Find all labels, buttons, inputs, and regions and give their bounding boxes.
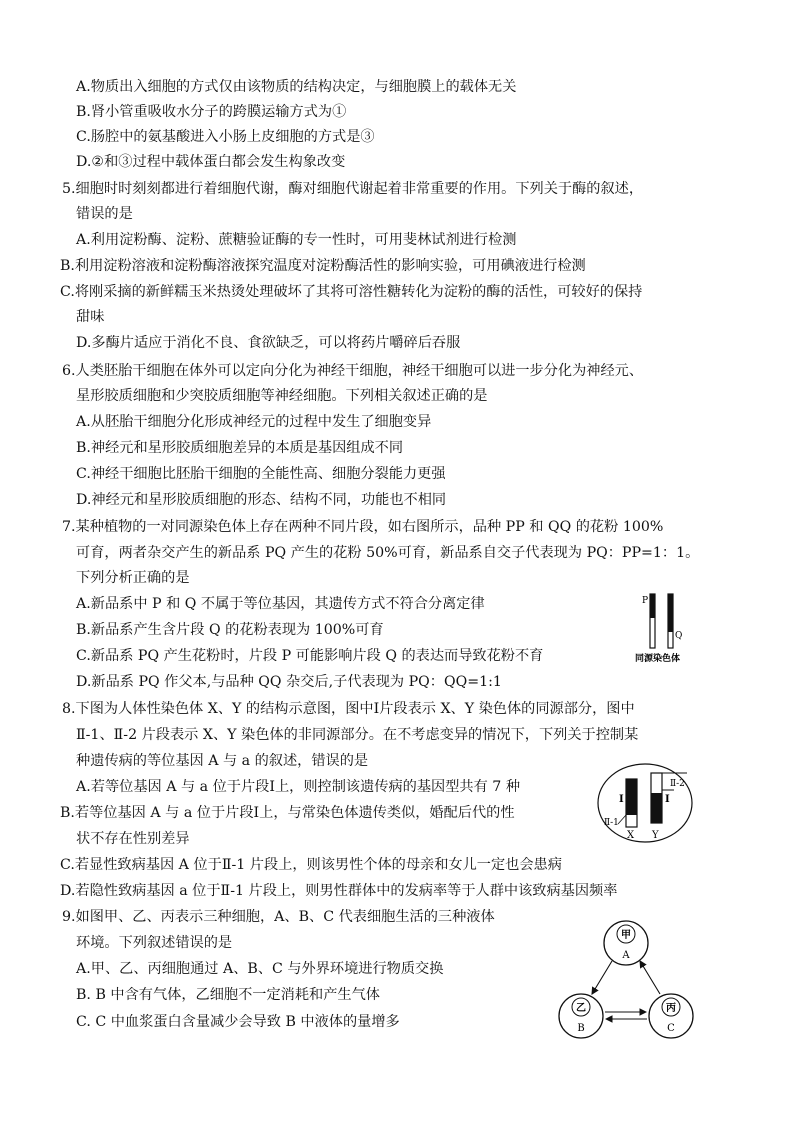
q8-option-a: A.若等位基因 A 与 a 位于片段Ⅰ上，则控制该遗传病的基因型共有 7 种 <box>76 779 521 795</box>
q6-stem-line1: 6.人类胚胎干细胞在体外可以定向分化为神经干细胞，神经干细胞可以进一步分化为神经元、 <box>62 363 644 379</box>
q6-option-a: A.从胚胎干细胞分化形成神经元的过程中发生了细胞变异 <box>76 414 432 430</box>
q5-stem-line2: 错误的是 <box>76 206 133 222</box>
q7-stem-line1: 7.某种植物的一对同源染色体上存在两种不同片段，如右图所示，品种 PP 和 QQ 的花粉 100% <box>62 519 664 535</box>
q4-option-a: A.物质出入细胞的方式仅由该物质的结构决定，与细胞膜上的载体无关 <box>76 79 517 95</box>
cell-bing-label: 丙 <box>666 1003 676 1014</box>
q4-option-c: C.肠腔中的氨基酸进入小肠上皮细胞的方式是③ <box>76 129 375 145</box>
arrow-c-to-a <box>640 961 660 994</box>
q9-option-b: B. B 中含有气体，乙细胞不一定消耗和产生气体 <box>76 987 380 1003</box>
label-x: X <box>627 830 635 841</box>
q7-stem-line2: 可育，两者杂交产生的新品系 PQ 产生的花粉 50%可育，新品系自交子代表现为 PQ：PP=1：1。 <box>76 545 700 561</box>
label-i-x: Ⅰ <box>619 794 624 805</box>
cell-jia-label: 甲 <box>621 930 631 941</box>
segment-p-label: P <box>642 596 649 606</box>
q9-option-a: A.甲、乙、丙细胞通过 A、B、C 与外界环境进行物质交换 <box>76 961 444 977</box>
q6-option-b: B.神经元和星形胶质细胞差异的本质是基因组成不同 <box>76 440 404 456</box>
q6-stem-line2: 星形胶质细胞和少突胶质细胞等神经细胞。下列相关叙述正确的是 <box>76 388 488 404</box>
q8-stem-line2: Ⅱ-1、Ⅱ-2 片段表示 X、Y 染色体的非同源部分。在不考虑变异的情况下，下列关于控制某 <box>76 727 639 743</box>
q5-option-a: A.利用淀粉酶、淀粉、蔗糖验证酶的专一性时，可用斐林试剂进行检测 <box>76 232 517 248</box>
q7-option-d: D.新品系 PQ 作父本,与品种 QQ 杂交后,子代表现为 PQ：QQ=1:1 <box>76 674 502 690</box>
cell-yi-label: 乙 <box>576 1003 586 1014</box>
q8-option-b-line1: B.若等位基因 A 与 a 位于片段Ⅰ上，与常染色体遗传类似，婚配后代的性 <box>60 805 515 821</box>
figure-caption: 同源染色体 <box>635 654 681 664</box>
q8-option-d: D.若隐性致病基因 a 位于Ⅱ-1 片段上，则男性群体中的发病率等于人群中该致病基因频率 <box>60 883 618 899</box>
ii1-pointer <box>618 815 626 824</box>
arrow-a-to-b <box>592 961 612 994</box>
label-ii-2: Ⅱ-2 <box>670 779 685 789</box>
segment-q-label: Q <box>675 631 683 641</box>
q5-option-c-line1: C.将刚采摘的新鲜糯玉米热烫处理破坏了其将可溶性糖转化为淀粉的酶的活性，可较好的保持 <box>60 284 643 300</box>
sex-chromosome-figure <box>596 762 694 844</box>
y-segment-i <box>651 793 662 823</box>
x-segment-i <box>626 779 637 815</box>
q9-stem-line2: 环境。下列叙述错误的是 <box>76 935 233 951</box>
q7-option-c: C.新品系 PQ 产生花粉时，片段 P 可能影响片段 Q 的表达而导致花粉不育 <box>76 648 544 664</box>
label-i-y: Ⅰ <box>665 794 670 805</box>
q4-option-d: D.②和③过程中载体蛋白都会发生构象改变 <box>76 154 346 170</box>
q7-stem-line3: 下列分析正确的是 <box>76 570 190 586</box>
q7-option-b: B.新品系产生含片段 Q 的花粉表现为 100%可育 <box>76 622 384 638</box>
q8-stem-line3: 种遗传病的等位基因 A 与 a 的叙述，错误的是 <box>76 753 369 769</box>
q8-stem-line1: 8.下图为人体性染色体 X、Y 的结构示意图，图中Ⅰ片段表示 X、Y 染色体的同源部分，图中 <box>62 701 635 717</box>
q5-option-c-line2: 甜味 <box>76 309 105 325</box>
q5-option-d: D.多酶片适应于消化不良、食欲缺乏，可以将药片嚼碎后吞服 <box>76 335 461 351</box>
q5-option-b: B.利用淀粉溶液和淀粉酶溶液探究温度对淀粉酶活性的影响实验，可用碘液进行检测 <box>60 258 586 274</box>
q5-stem-line1: 5.细胞时时刻刻都进行着细胞代谢，酶对细胞代谢起着非常重要的作用。下列关于酶的叙述， <box>62 181 644 197</box>
q7-option-a: A.新品系中 P 和 Q 不属于等位基因，其遗传方式不符合分离定律 <box>76 596 485 612</box>
q6-option-c: C.神经干细胞比胚胎干细胞的全能性高、细胞分裂能力更强 <box>76 466 446 482</box>
q9-stem-line1: 9.如图甲、乙、丙表示三种细胞，A、B、C 代表细胞生活的三种液体 <box>62 909 495 925</box>
q9-option-c: C. C 中血浆蛋白含量减少会导致 B 中液体的量增多 <box>76 1014 400 1030</box>
q8-option-b-line2: 状不存在性别差异 <box>76 831 190 847</box>
homologous-chromosome-figure <box>632 590 698 664</box>
fluid-b-label: B <box>577 1023 585 1034</box>
label-ii-1: Ⅱ-1 <box>604 818 619 828</box>
fluid-c-label: C <box>667 1023 675 1034</box>
q4-option-b: B.肾小管重吸收水分子的跨膜运输方式为① <box>76 104 347 120</box>
q6-option-d: D.神经元和星形胶质细胞的形态、结构不同，功能也不相同 <box>76 492 447 508</box>
label-y: Y <box>652 830 659 841</box>
fluid-a-label: A <box>622 950 630 961</box>
body-fluid-cycle-figure <box>556 918 696 1042</box>
figure-oval <box>598 764 692 842</box>
segment-p <box>650 594 655 618</box>
q8-option-c: C.若显性致病基因 A 位于Ⅱ-1 片段上，则该男性个体的母亲和女儿一定也会患病 <box>60 857 562 873</box>
segment-q <box>668 594 673 632</box>
